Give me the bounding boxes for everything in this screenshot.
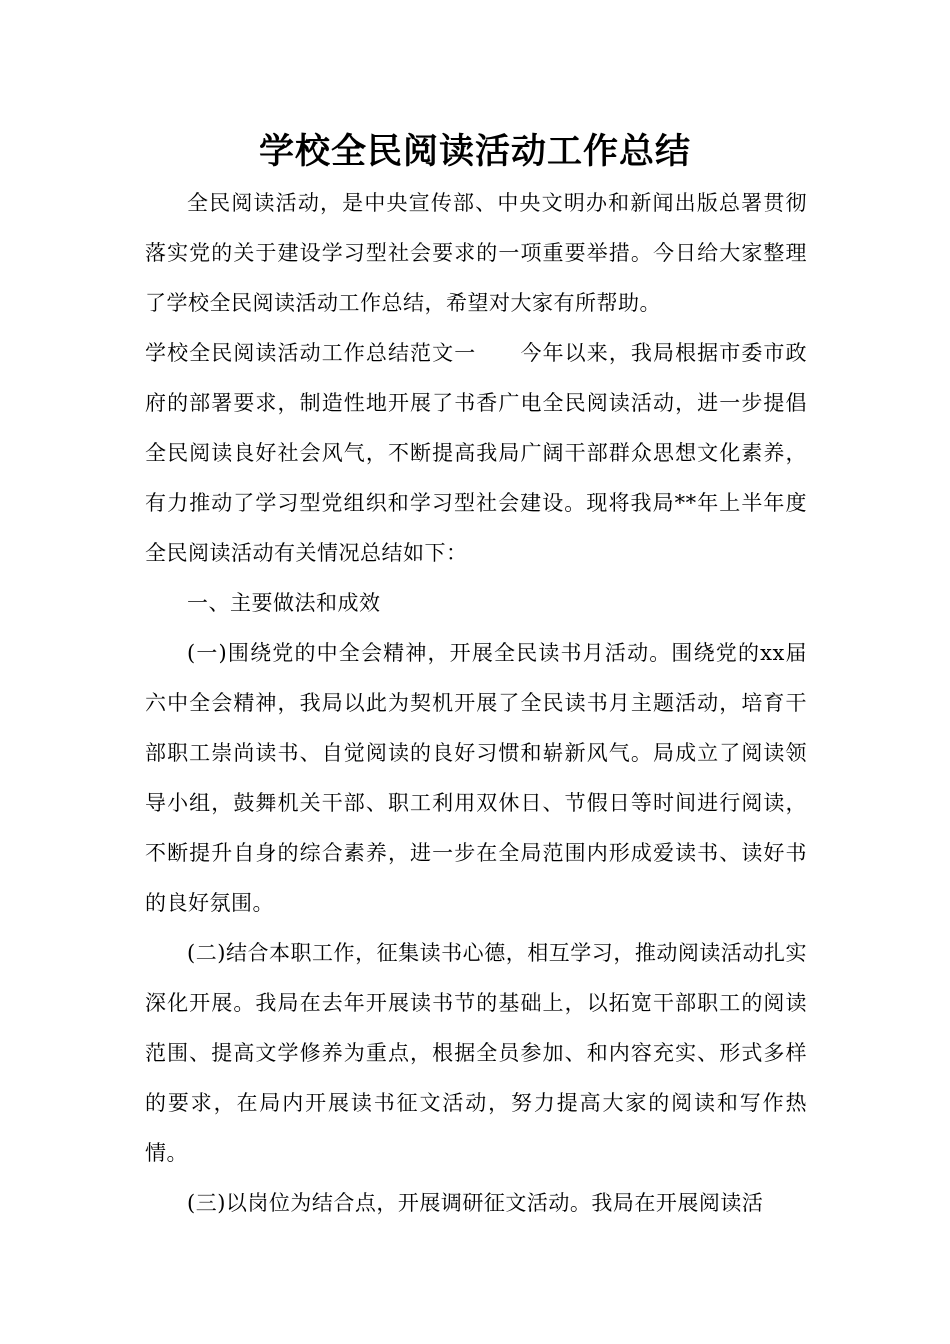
item-paragraph-1: (一)围绕党的中全会精神，开展全民读书月活动。围绕党的xx届六中全会精神，我局以此为契机开展了全民读书月主题活动，培育干部职工崇尚读书、自觉阅读的良好习惯和崭新风气。局成立了阅读领导小组，鼓舞机关干部、职工利用双休日、节假日等时间进行阅读，不断提升自身的综合素养，进一步在全局范围内形成爱读书、读好书的良好氛围。 xyxy=(145,641,807,915)
intro-paragraph: 全民阅读活动，是中央宣传部、中央文明办和新闻出版总署贯彻落实党的关于建设学习型社会要求的一项重要举措。今日给大家整理了学校全民阅读活动工作总结，希望对大家有所帮助。 xyxy=(145,191,807,315)
item-paragraph-3: (三)以岗位为结合点，开展调研征文活动。我局在开展阅读活 xyxy=(187,1191,764,1215)
sample-heading: 学校全民阅读活动工作总结范文一 xyxy=(145,341,477,365)
section-heading-1: 一、主要做法和成效 xyxy=(187,591,381,615)
sample-paragraph xyxy=(145,328,807,578)
document-title: 学校全民阅读活动工作总结 xyxy=(258,132,691,172)
sample-opening: 今年以来，我局根据市委市政府的部署要求，制造性地开展了书香广电全民阅读活动，进一步提倡全民阅读良好社会风气，不断提高我局广阔干部群众思想文化素养，有力推动了学习型党组织和学习型社会建设。现将我局**年上半年度全民阅读活动有关情况总结如下： xyxy=(145,341,808,565)
item-paragraph-2: (二)结合本职工作，征集读书心德，相互学习，推动阅读活动扎实深化开展。我局在去年开展读书节的基础上，以拓宽干部职工的阅读范围、提高文学修养为重点，根据全员参加、和内容充实、形式多样的要求，在局内开展读书征文活动，努力提高大家的阅读和写作热情。 xyxy=(145,941,807,1165)
document-body xyxy=(145,178,807,1228)
